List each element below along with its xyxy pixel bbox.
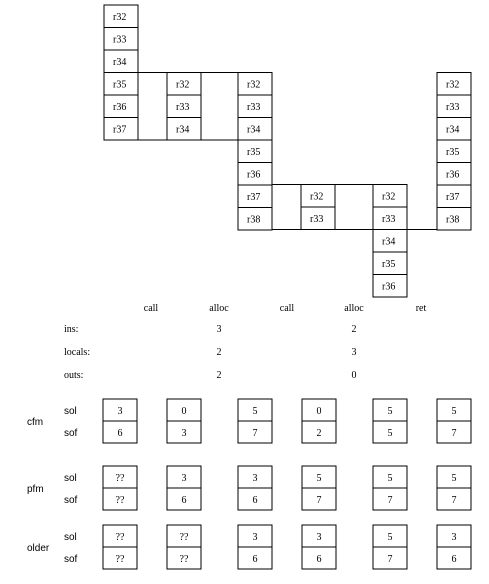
marker-value: 6 <box>316 554 322 565</box>
register-label: r34 <box>247 124 261 136</box>
field-label-sof: sof <box>64 428 78 439</box>
marker-value: 2 <box>316 428 322 439</box>
marker-value: 0 <box>181 406 187 417</box>
marker-value: 3 <box>117 406 123 417</box>
param-label: locals: <box>64 347 91 358</box>
register-label: r34 <box>382 236 396 248</box>
marker-value: 5 <box>451 406 457 417</box>
register-label: r32 <box>310 191 324 203</box>
register-label: r36 <box>113 102 127 113</box>
register-label: r32 <box>382 191 396 203</box>
marker-group-label: pfm <box>27 484 44 495</box>
param-value: 3 <box>351 347 357 358</box>
register-label: r37 <box>446 192 460 203</box>
operation-label-ret: ret <box>415 303 427 314</box>
field-label-sol: sol <box>64 532 77 543</box>
operation-label-alloc: alloc <box>209 303 229 314</box>
param-value: 2 <box>351 324 357 335</box>
alloc-parameters <box>64 324 357 381</box>
register-label: r34 <box>176 124 190 136</box>
frame-markers <box>27 399 471 569</box>
register-label: r35 <box>113 79 127 91</box>
register-label: r33 <box>310 214 324 225</box>
register-label: r36 <box>382 281 396 293</box>
register-label: r35 <box>446 147 460 158</box>
register-label: r33 <box>176 102 190 113</box>
marker-group-pfm <box>27 466 471 510</box>
register-label: r32 <box>113 12 127 23</box>
operation-label-alloc: alloc <box>344 303 364 314</box>
marker-value: 5 <box>387 406 393 417</box>
register-label: r33 <box>113 34 127 46</box>
marker-value: ?? <box>115 532 125 543</box>
stack-column-after-alloc-2 <box>373 185 407 298</box>
register-label: r34 <box>113 57 127 68</box>
register-label: r36 <box>247 169 261 181</box>
marker-value: 3 <box>451 532 457 543</box>
stack-column-initial <box>104 5 138 140</box>
register-label: r35 <box>382 259 396 270</box>
marker-group-cfm <box>27 399 471 443</box>
register-label: r38 <box>446 214 460 226</box>
operation-label-call: call <box>279 303 295 314</box>
marker-value: ?? <box>179 554 189 565</box>
param-value: 0 <box>351 370 357 381</box>
marker-value: 7 <box>451 428 457 439</box>
marker-group-label: older <box>27 543 50 554</box>
register-label: r32 <box>247 79 261 91</box>
register-label: r33 <box>446 102 460 113</box>
marker-value: ?? <box>115 554 125 565</box>
marker-value: 5 <box>252 406 258 417</box>
marker-value: 3 <box>181 473 187 484</box>
marker-value: 6 <box>117 428 123 439</box>
register-label: r37 <box>247 192 261 203</box>
operation-labels <box>144 303 427 314</box>
register-label: r32 <box>446 79 460 91</box>
marker-value: ?? <box>115 495 125 506</box>
register-stacks <box>104 5 471 297</box>
register-label: r33 <box>247 102 261 113</box>
marker-value: 7 <box>387 495 393 506</box>
marker-value: 3 <box>181 428 187 439</box>
marker-value: 5 <box>387 532 393 543</box>
register-label: r37 <box>113 124 127 136</box>
marker-value: ?? <box>115 473 125 484</box>
marker-value: 5 <box>387 428 393 439</box>
marker-value: 6 <box>181 495 187 506</box>
field-label-sof: sof <box>64 495 78 506</box>
register-label: r35 <box>247 147 261 158</box>
marker-value: 5 <box>451 473 457 484</box>
marker-value: 7 <box>252 428 258 439</box>
marker-value: 6 <box>451 554 457 565</box>
operation-label-call: call <box>143 303 159 314</box>
stack-column-after-ret <box>437 73 471 231</box>
register-label: r38 <box>247 214 261 226</box>
marker-value: 7 <box>316 495 322 506</box>
marker-value: 7 <box>451 495 457 506</box>
marker-value: 3 <box>252 473 258 484</box>
register-label: r33 <box>382 214 396 225</box>
param-value: 2 <box>216 347 222 358</box>
stack-column-after-call-2 <box>301 185 335 230</box>
register-label: r34 <box>446 124 460 136</box>
marker-group-older <box>27 525 471 569</box>
register-label: r32 <box>176 79 190 91</box>
field-label-sof: sof <box>64 554 78 565</box>
marker-value: 7 <box>387 554 393 565</box>
marker-value: 5 <box>316 473 322 484</box>
param-value: 3 <box>216 324 222 335</box>
param-label: outs: <box>64 370 84 381</box>
marker-group-label: cfm <box>27 417 44 428</box>
marker-value: 6 <box>252 495 258 506</box>
marker-value: 3 <box>252 532 258 543</box>
param-label: ins: <box>64 324 79 335</box>
field-label-sol: sol <box>64 406 77 417</box>
field-label-sol: sol <box>64 473 77 484</box>
marker-value: 0 <box>316 406 322 417</box>
param-value: 2 <box>216 370 222 381</box>
marker-value: 6 <box>252 554 258 565</box>
marker-value: 5 <box>387 473 393 484</box>
register-label: r36 <box>446 169 460 181</box>
stack-column-after-alloc-1 <box>238 73 272 231</box>
marker-value: 3 <box>316 532 322 543</box>
marker-value: ?? <box>179 532 189 543</box>
stack-column-after-call-1 <box>167 73 201 141</box>
